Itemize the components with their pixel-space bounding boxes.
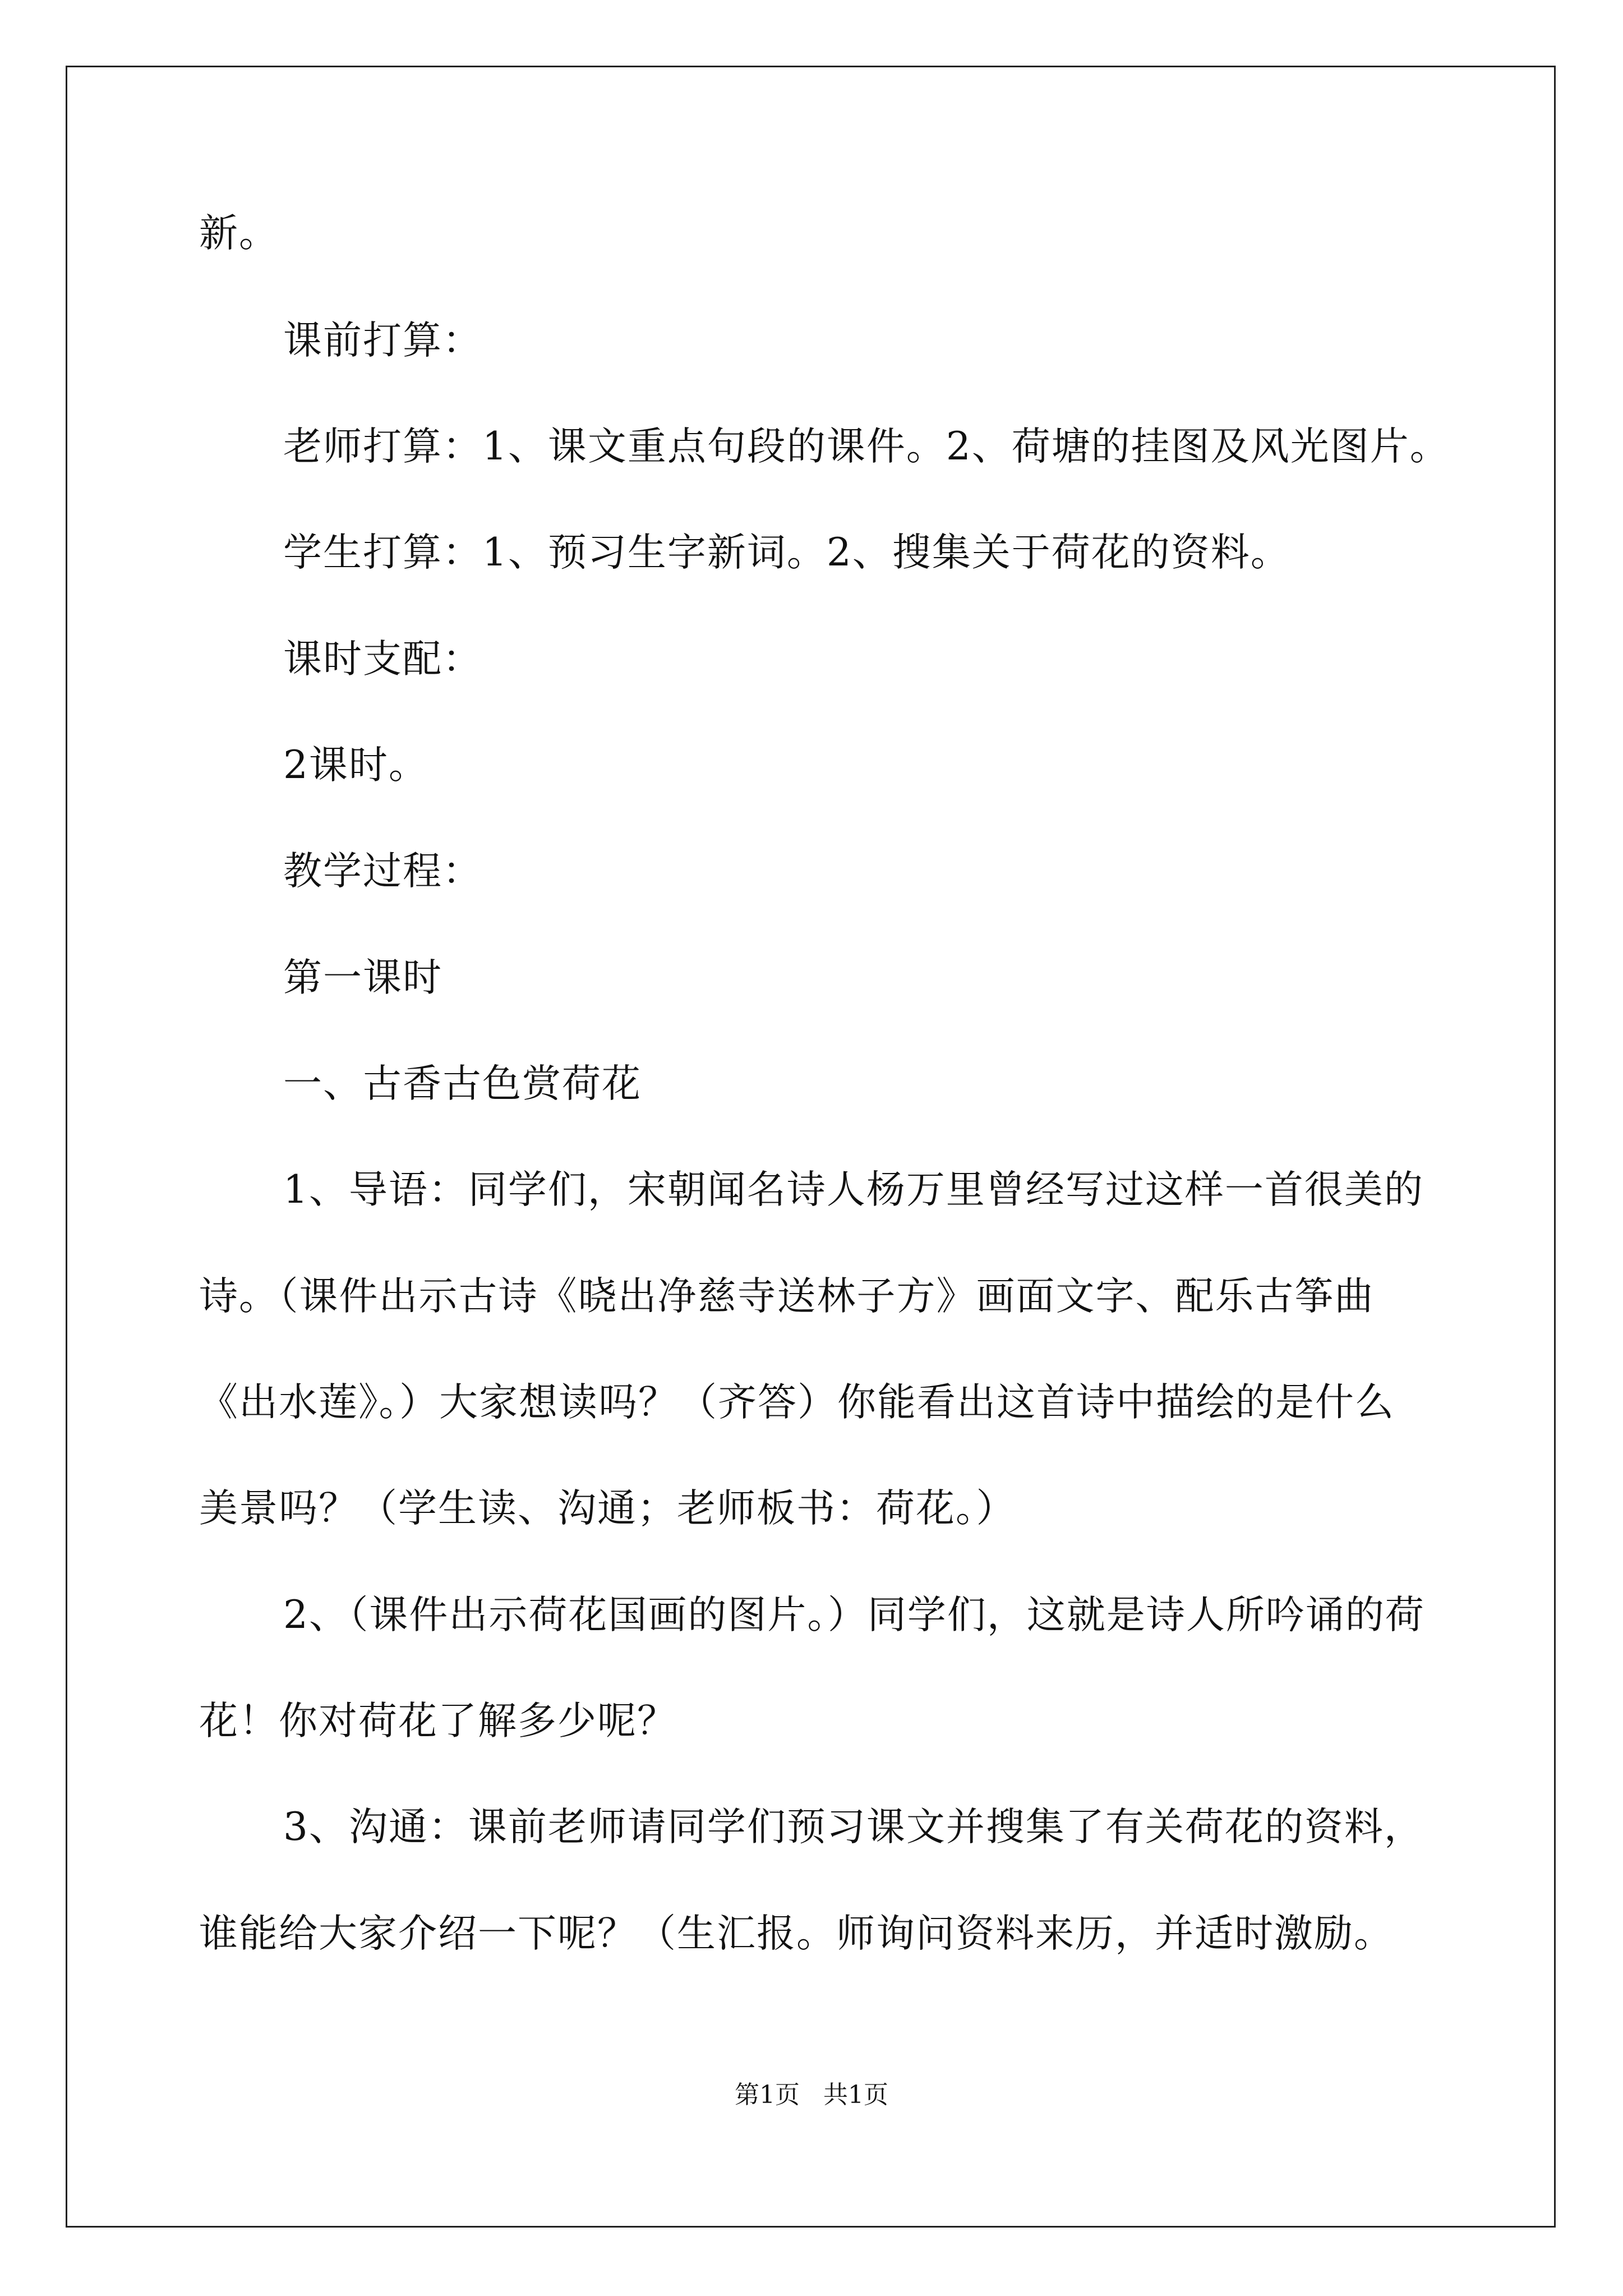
text-line: 课时支配：: [283, 637, 482, 682]
text-line: 一、古香古色赏荷花: [283, 1061, 642, 1106]
text-line: 课前打算：: [283, 318, 482, 363]
page-border: [66, 66, 1556, 2228]
text-line: 谁能给大家介绍一下呢？（生汇报。师询问资料来历，并适时激励。: [199, 1911, 1394, 1956]
text-line: 学生打算：1、预习生字新词。2、搜集关于荷花的资料。: [283, 530, 1290, 575]
text-line: 2课时。: [283, 743, 428, 788]
text-line: 美景吗？（学生读、沟通；老师板书：荷花。）: [199, 1486, 1016, 1531]
text-line: 2、（课件出示荷花国画的图片。）同学们，这就是诗人所吟诵的荷: [283, 1593, 1425, 1637]
text-line: 1、导语：同学们，宋朝闻名诗人杨万里曾经写过这样一首很美的: [283, 1167, 1424, 1212]
text-line: 花！你对荷花了解多少呢？: [199, 1699, 677, 1743]
text-line: 诗。（课件出示古诗《晓出净慈寺送林子方》画面文字、配乐古筝曲: [199, 1274, 1375, 1319]
text-line: 3、沟通：课前老师请同学们预习课文并搜集了有关荷花的资料，: [283, 1805, 1424, 1849]
text-line: 老师打算：1、课文重点句段的课件。2、荷塘的挂图及风光图片。: [283, 424, 1450, 469]
text-line: 新。: [199, 211, 279, 256]
text-line: 《出水莲》。）大家想读吗？（齐答）你能看出这首诗中描绘的是什么: [199, 1380, 1395, 1425]
page-footer: 第1页 共1页: [735, 2081, 888, 2109]
text-line: 教学过程：: [283, 849, 482, 894]
text-line: 第一课时: [283, 955, 442, 1000]
